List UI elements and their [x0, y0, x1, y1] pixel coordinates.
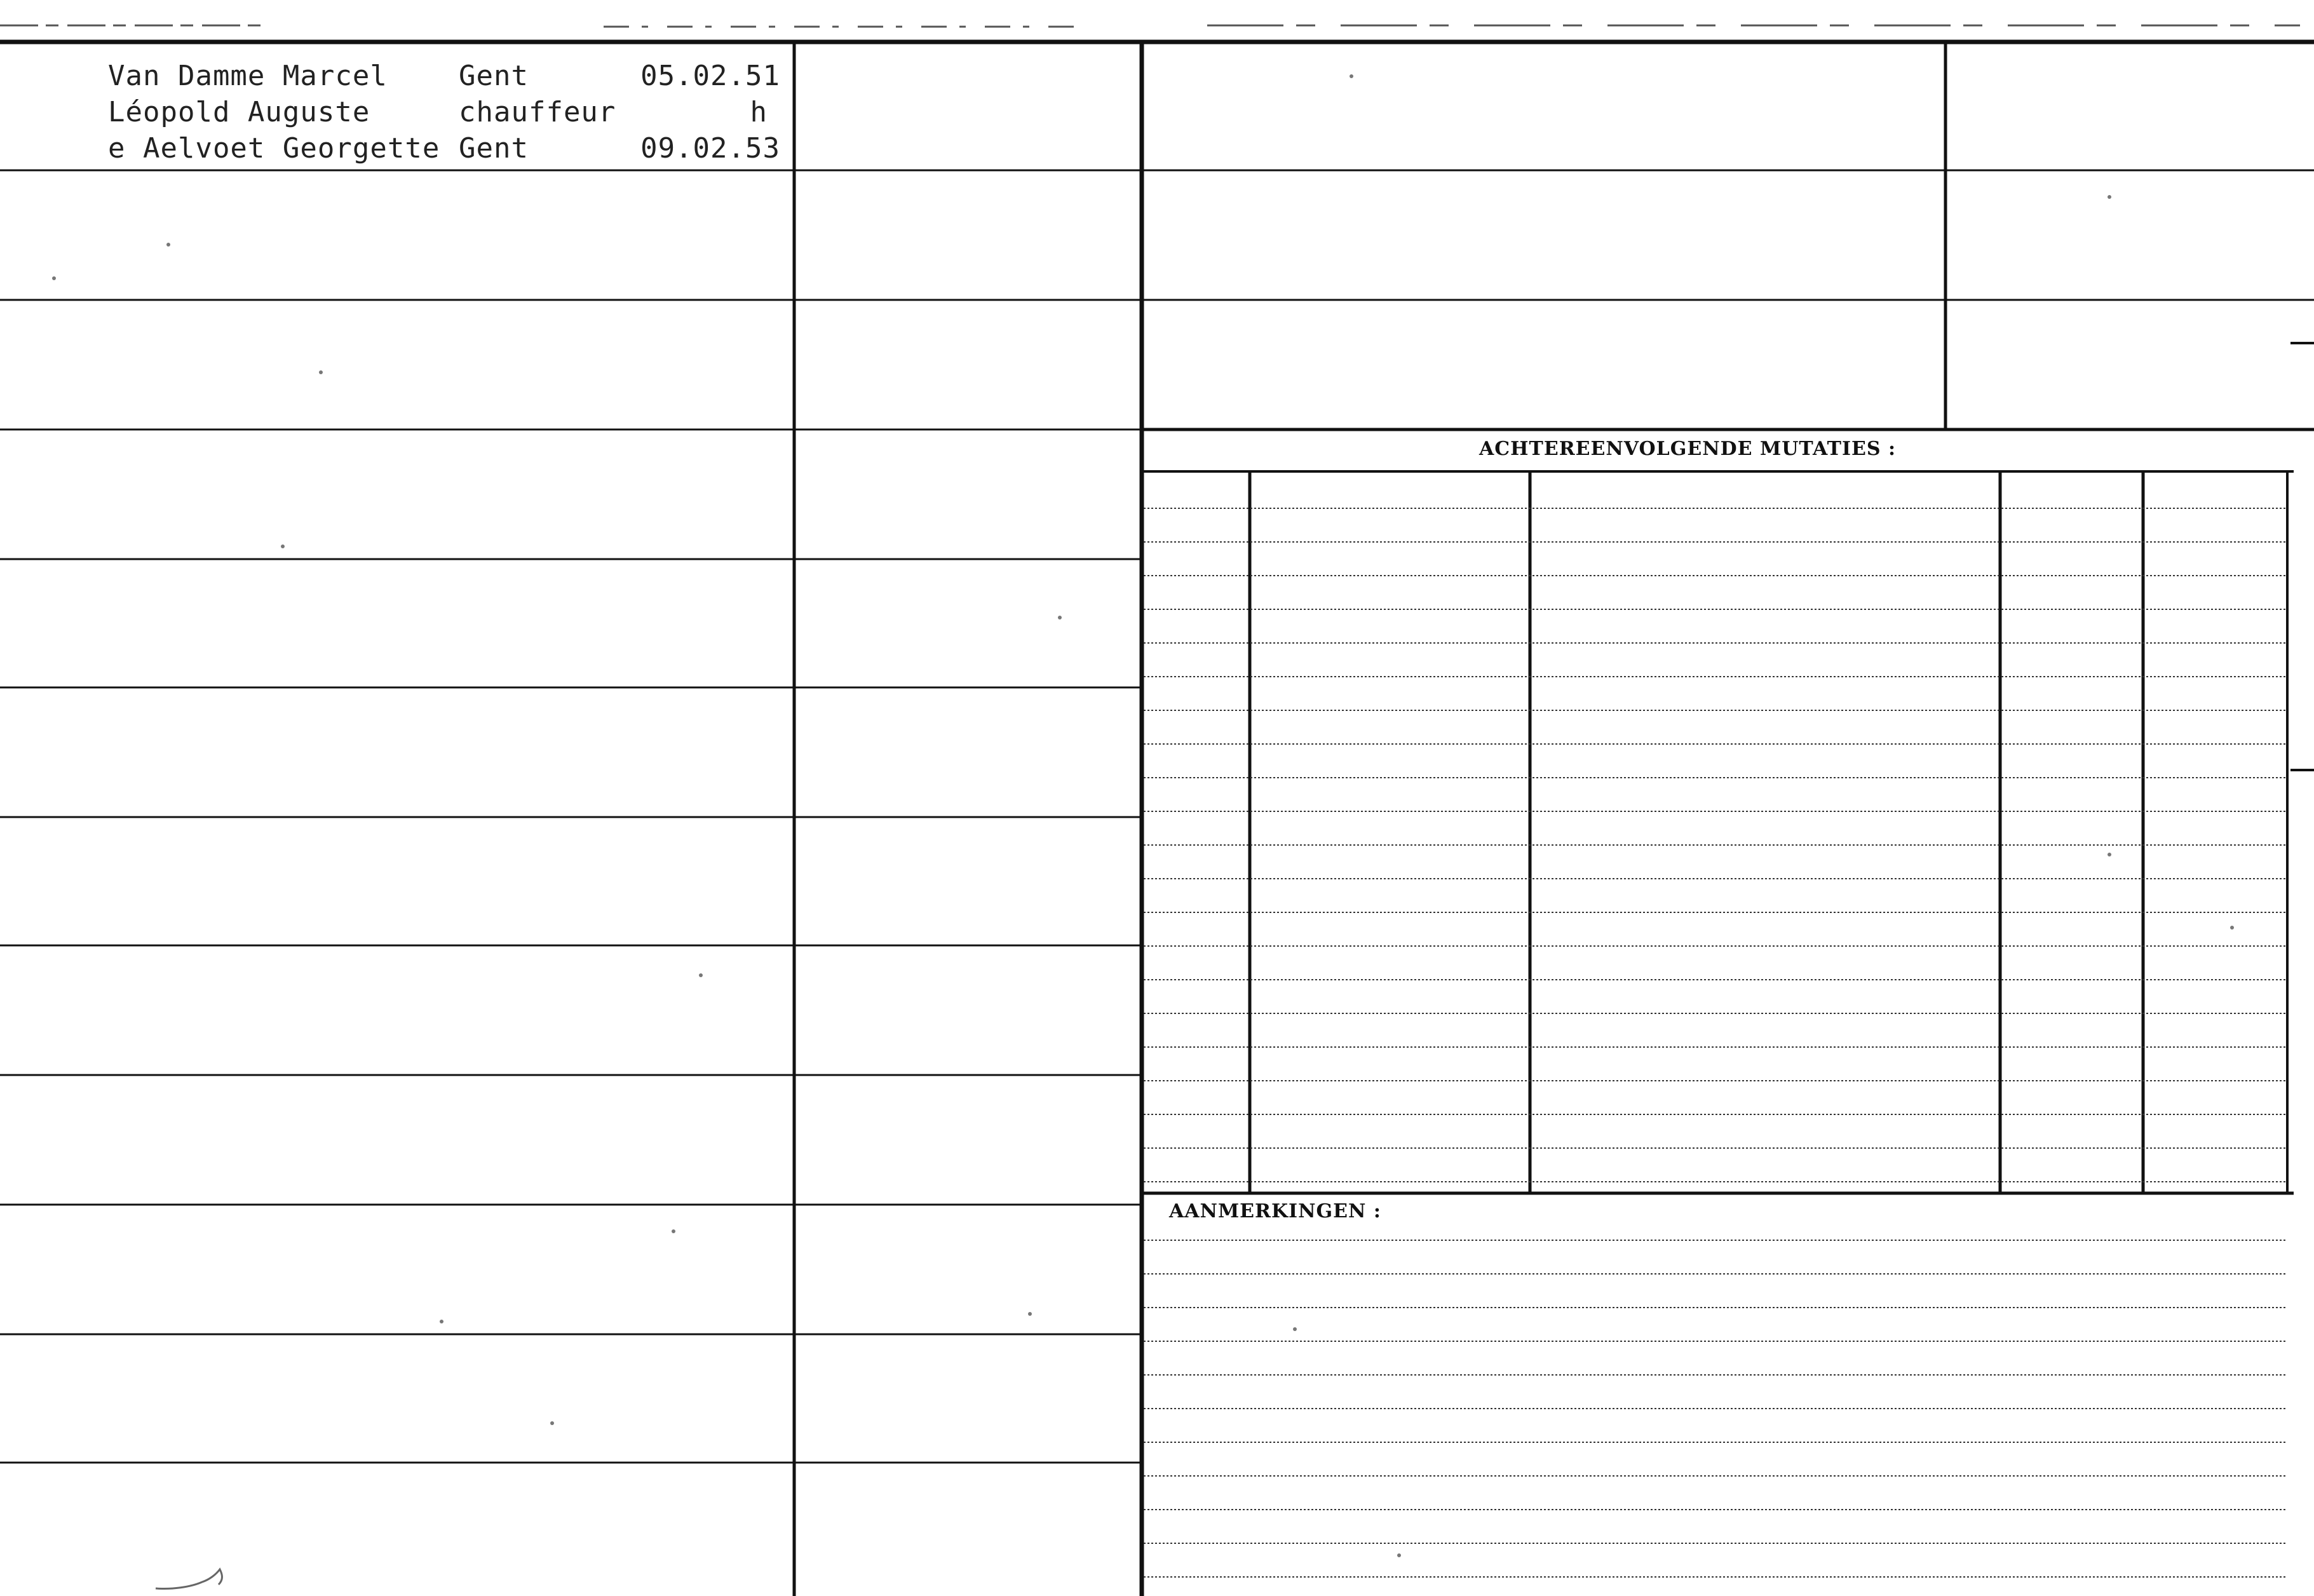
- person-name-line1: Van Damme Marcel: [108, 60, 388, 92]
- scan-top-edge: [0, 25, 2300, 27]
- mutations-heading: ACHTEREENVOLGENDE MUTATIES :: [1479, 438, 1897, 460]
- marriage-date: 09.02.53: [640, 132, 780, 165]
- person-name-line2: Léopold Auguste: [108, 96, 370, 128]
- spouse-name-line: e Aelvoet Georgette: [108, 132, 440, 165]
- mutations-table-frame: [1142, 471, 2294, 1193]
- sex-marker: h: [750, 96, 768, 128]
- birthplace: Gent: [459, 60, 529, 92]
- left-table-rows: [0, 170, 1142, 1463]
- mutations-ruled-lines: [1144, 508, 2287, 1182]
- margin-ticks: [2290, 343, 2314, 770]
- right-upper-block: [1142, 42, 2314, 429]
- remarks-ruled-lines: [1144, 1240, 2287, 1577]
- remarks-heading: AANMERKINGEN :: [1169, 1200, 1381, 1222]
- occupation: chauffeur: [459, 96, 616, 128]
- pencil-scribble: [156, 1569, 222, 1589]
- birth-date: 05.02.51: [640, 60, 780, 92]
- marriage-place: Gent: [459, 132, 529, 165]
